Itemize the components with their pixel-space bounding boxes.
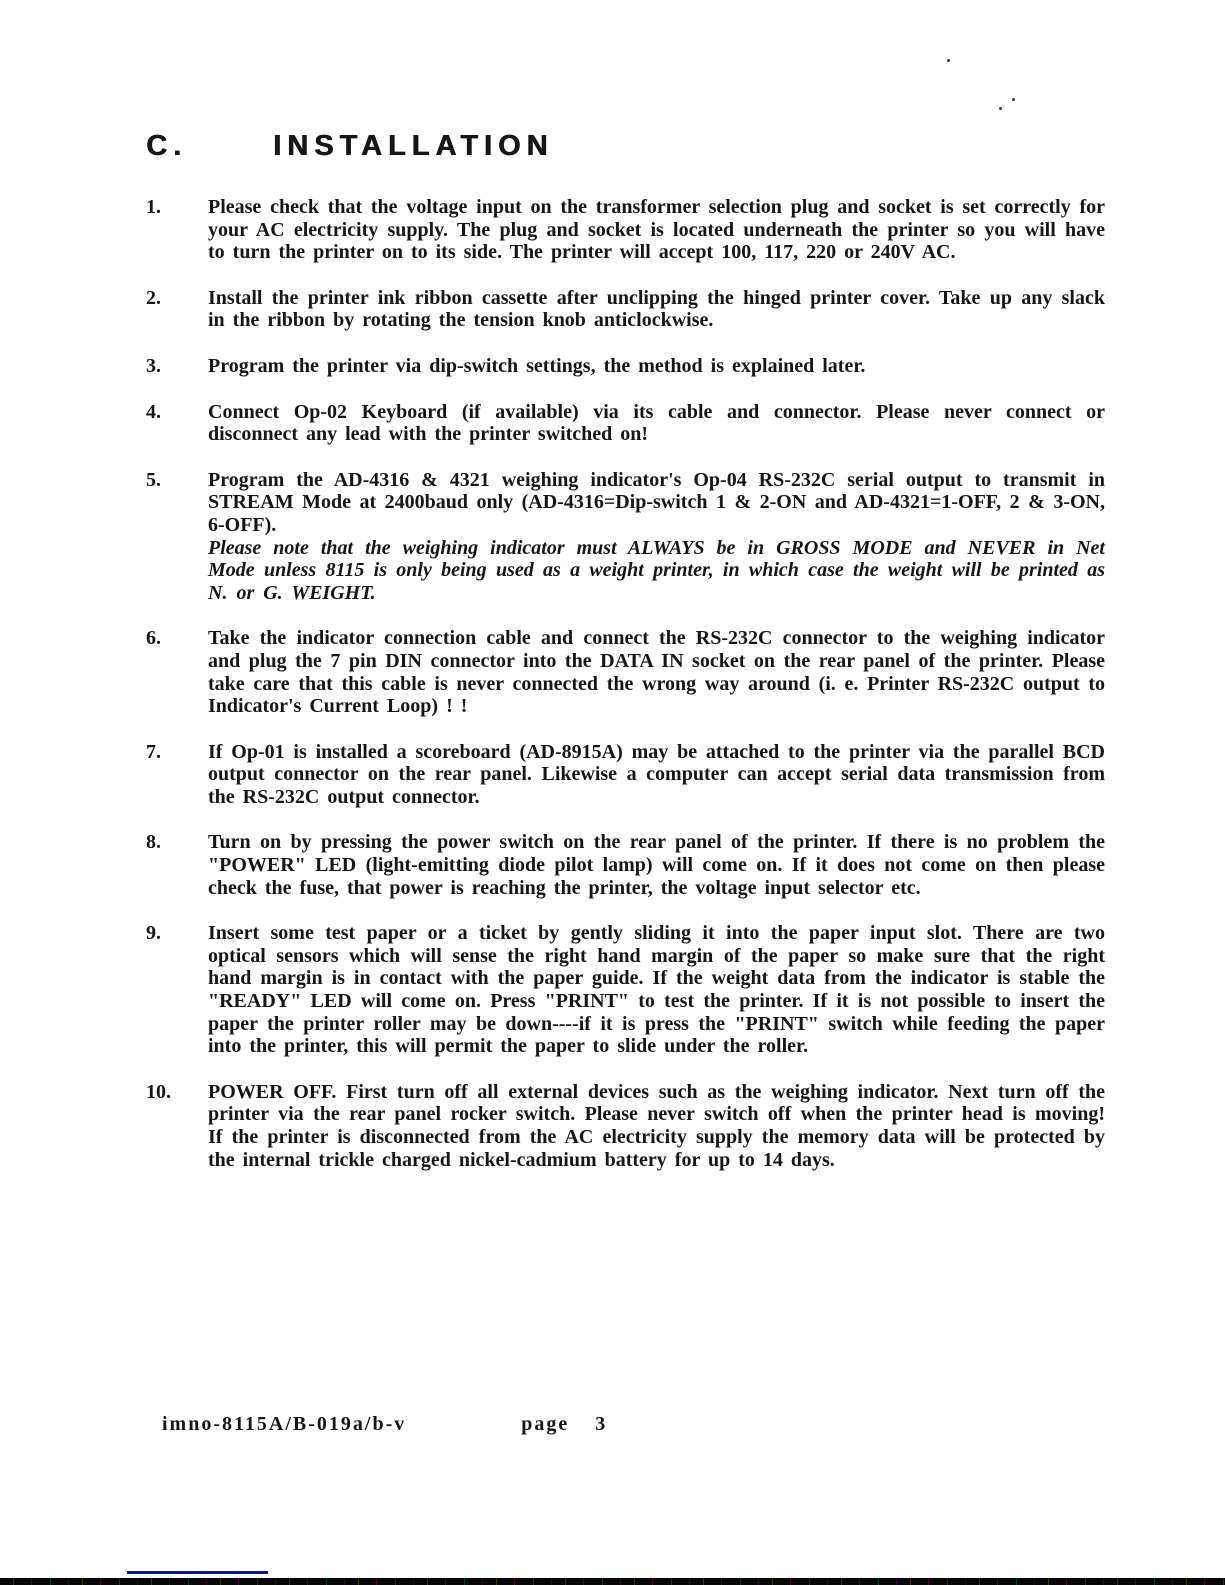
instruction-list — [146, 196, 1105, 1171]
instruction-item — [146, 469, 1105, 605]
item-number: 7. — [146, 740, 161, 763]
instruction-item — [146, 355, 1105, 378]
item-text: Install the printer ink ribbon cassette after unclipping the hinged printer cover. Take up any slack in the ribbon by rotating the tension knob anticlockwise. — [208, 286, 1105, 332]
instruction-item — [146, 831, 1105, 899]
item-text: Connect Op-02 Keyboard (if available) via its cable and connector. Please never connect or disconnect any lead with the printer switched on! — [208, 400, 1105, 446]
item-body — [208, 831, 1105, 899]
item-number: 8. — [146, 831, 161, 854]
item-text: Take the indicator connection cable and connect the RS-232C connector to the weighing indicator and plug the 7 pin DIN connector into the DATA IN socket on the rear panel of the printer. Please take care that this cable is never connected the wrong way around (i. e. Printer RS-232C output to Indicator's Current Loop) ! ! — [208, 627, 1105, 718]
item-text: Insert some test paper or a ticket by gently sliding it into the paper input slot. There are two optical sensors which will sense the right hand margin of the paper so make sure that the right hand margin is in contact with the paper guide. If the weight data from the indicator is stable the "READY" LED will come on. Press "PRINT" to test the printer. If it is not possible to insert the paper the printer roller may be down----if it is press the "PRINT" switch while feeding the paper into the printer, this will permit the paper to slide under the roller. — [208, 922, 1105, 1058]
item-body — [208, 196, 1105, 264]
item-body — [208, 922, 1105, 1058]
page-number: 3 — [595, 1413, 608, 1435]
section-letter: C. — [146, 130, 187, 162]
page-content — [0, 130, 1225, 1194]
item-body — [208, 355, 1105, 378]
item-number: 9. — [146, 922, 161, 945]
scan-bottom-edge — [0, 1578, 1225, 1585]
instruction-item — [146, 196, 1105, 264]
item-number: 2. — [146, 286, 161, 309]
instruction-item — [146, 1081, 1105, 1171]
page-footer — [162, 1413, 607, 1436]
item-number: 4. — [146, 400, 161, 423]
item-number: 6. — [146, 627, 161, 650]
item-body — [208, 741, 1105, 809]
scan-speck — [947, 59, 950, 62]
item-text: Program the AD-4316 & 4321 weighing indicator's Op-04 RS-232C serial output to transmit in STREAM Mode at 2400baud only (AD-4316=Dip-switch 1 & 2-ON and AD-4321=1-OFF, 2 & 3-ON, 6-OFF). — [208, 468, 1105, 536]
scan-speck — [999, 107, 1002, 110]
item-body — [208, 287, 1105, 332]
document-id: imno-8115A/B-019a/b-v — [162, 1413, 407, 1435]
item-text: If Op-01 is installed a scoreboard (AD-8915A) may be attached to the printer via the parallel BCD output connector on the rear panel. Likewise a computer can accept serial data transmission from the RS-232C output connector. — [208, 740, 1105, 808]
item-body — [208, 469, 1105, 605]
item-number: 10. — [146, 1080, 171, 1103]
item-number: 1. — [146, 196, 161, 218]
item-body — [208, 1081, 1105, 1171]
item-text: Please check that the voltage input on the transformer selection plug and socket is set correctly for your AC electricity supply. The plug and socket is located underneath the printer so you will have to turn the printer on to its side. The printer will accept 100, 117, 220 or 240V AC. — [208, 196, 1105, 264]
scan-speck — [1012, 98, 1015, 101]
blue-underline-mark — [127, 1571, 268, 1574]
section-heading — [146, 130, 1105, 163]
instruction-item — [146, 627, 1105, 717]
item-body — [208, 401, 1105, 446]
section-title: INSTALLATION — [273, 130, 554, 162]
item-number: 5. — [146, 468, 161, 491]
item-note: Please note that the weighing indicator must ALWAYS be in GROSS MODE and NEVER in Net Mode unless 8115 is only being used as a weight printer, in which case the weight will be printed as N. or G. WEIGHT. — [208, 536, 1105, 604]
page-label: page — [521, 1413, 570, 1435]
item-text: Turn on by pressing the power switch on the rear panel of the printer. If there is no problem the "POWER" LED (light-emitting diode pilot lamp) will come on. If it does not come on then please check the fuse, that power is reaching the printer, the voltage input selector etc. — [208, 831, 1105, 899]
instruction-item — [146, 922, 1105, 1058]
instruction-item — [146, 287, 1105, 332]
instruction-item — [146, 741, 1105, 809]
item-text: Program the printer via dip-switch settings, the method is explained later. — [208, 354, 866, 377]
item-text: POWER OFF. First turn off all external devices such as the weighing indicator. Next turn off the printer via the rear panel rocker switch. Please never switch off when the printer head is moving! If the printer is disconnected from the AC electricity supply the memory data will be protected by the internal trickle charged nickel-cadmium battery for up to 14 days. — [208, 1080, 1105, 1171]
instruction-item — [146, 401, 1105, 446]
item-number: 3. — [146, 354, 161, 377]
item-body — [208, 627, 1105, 717]
